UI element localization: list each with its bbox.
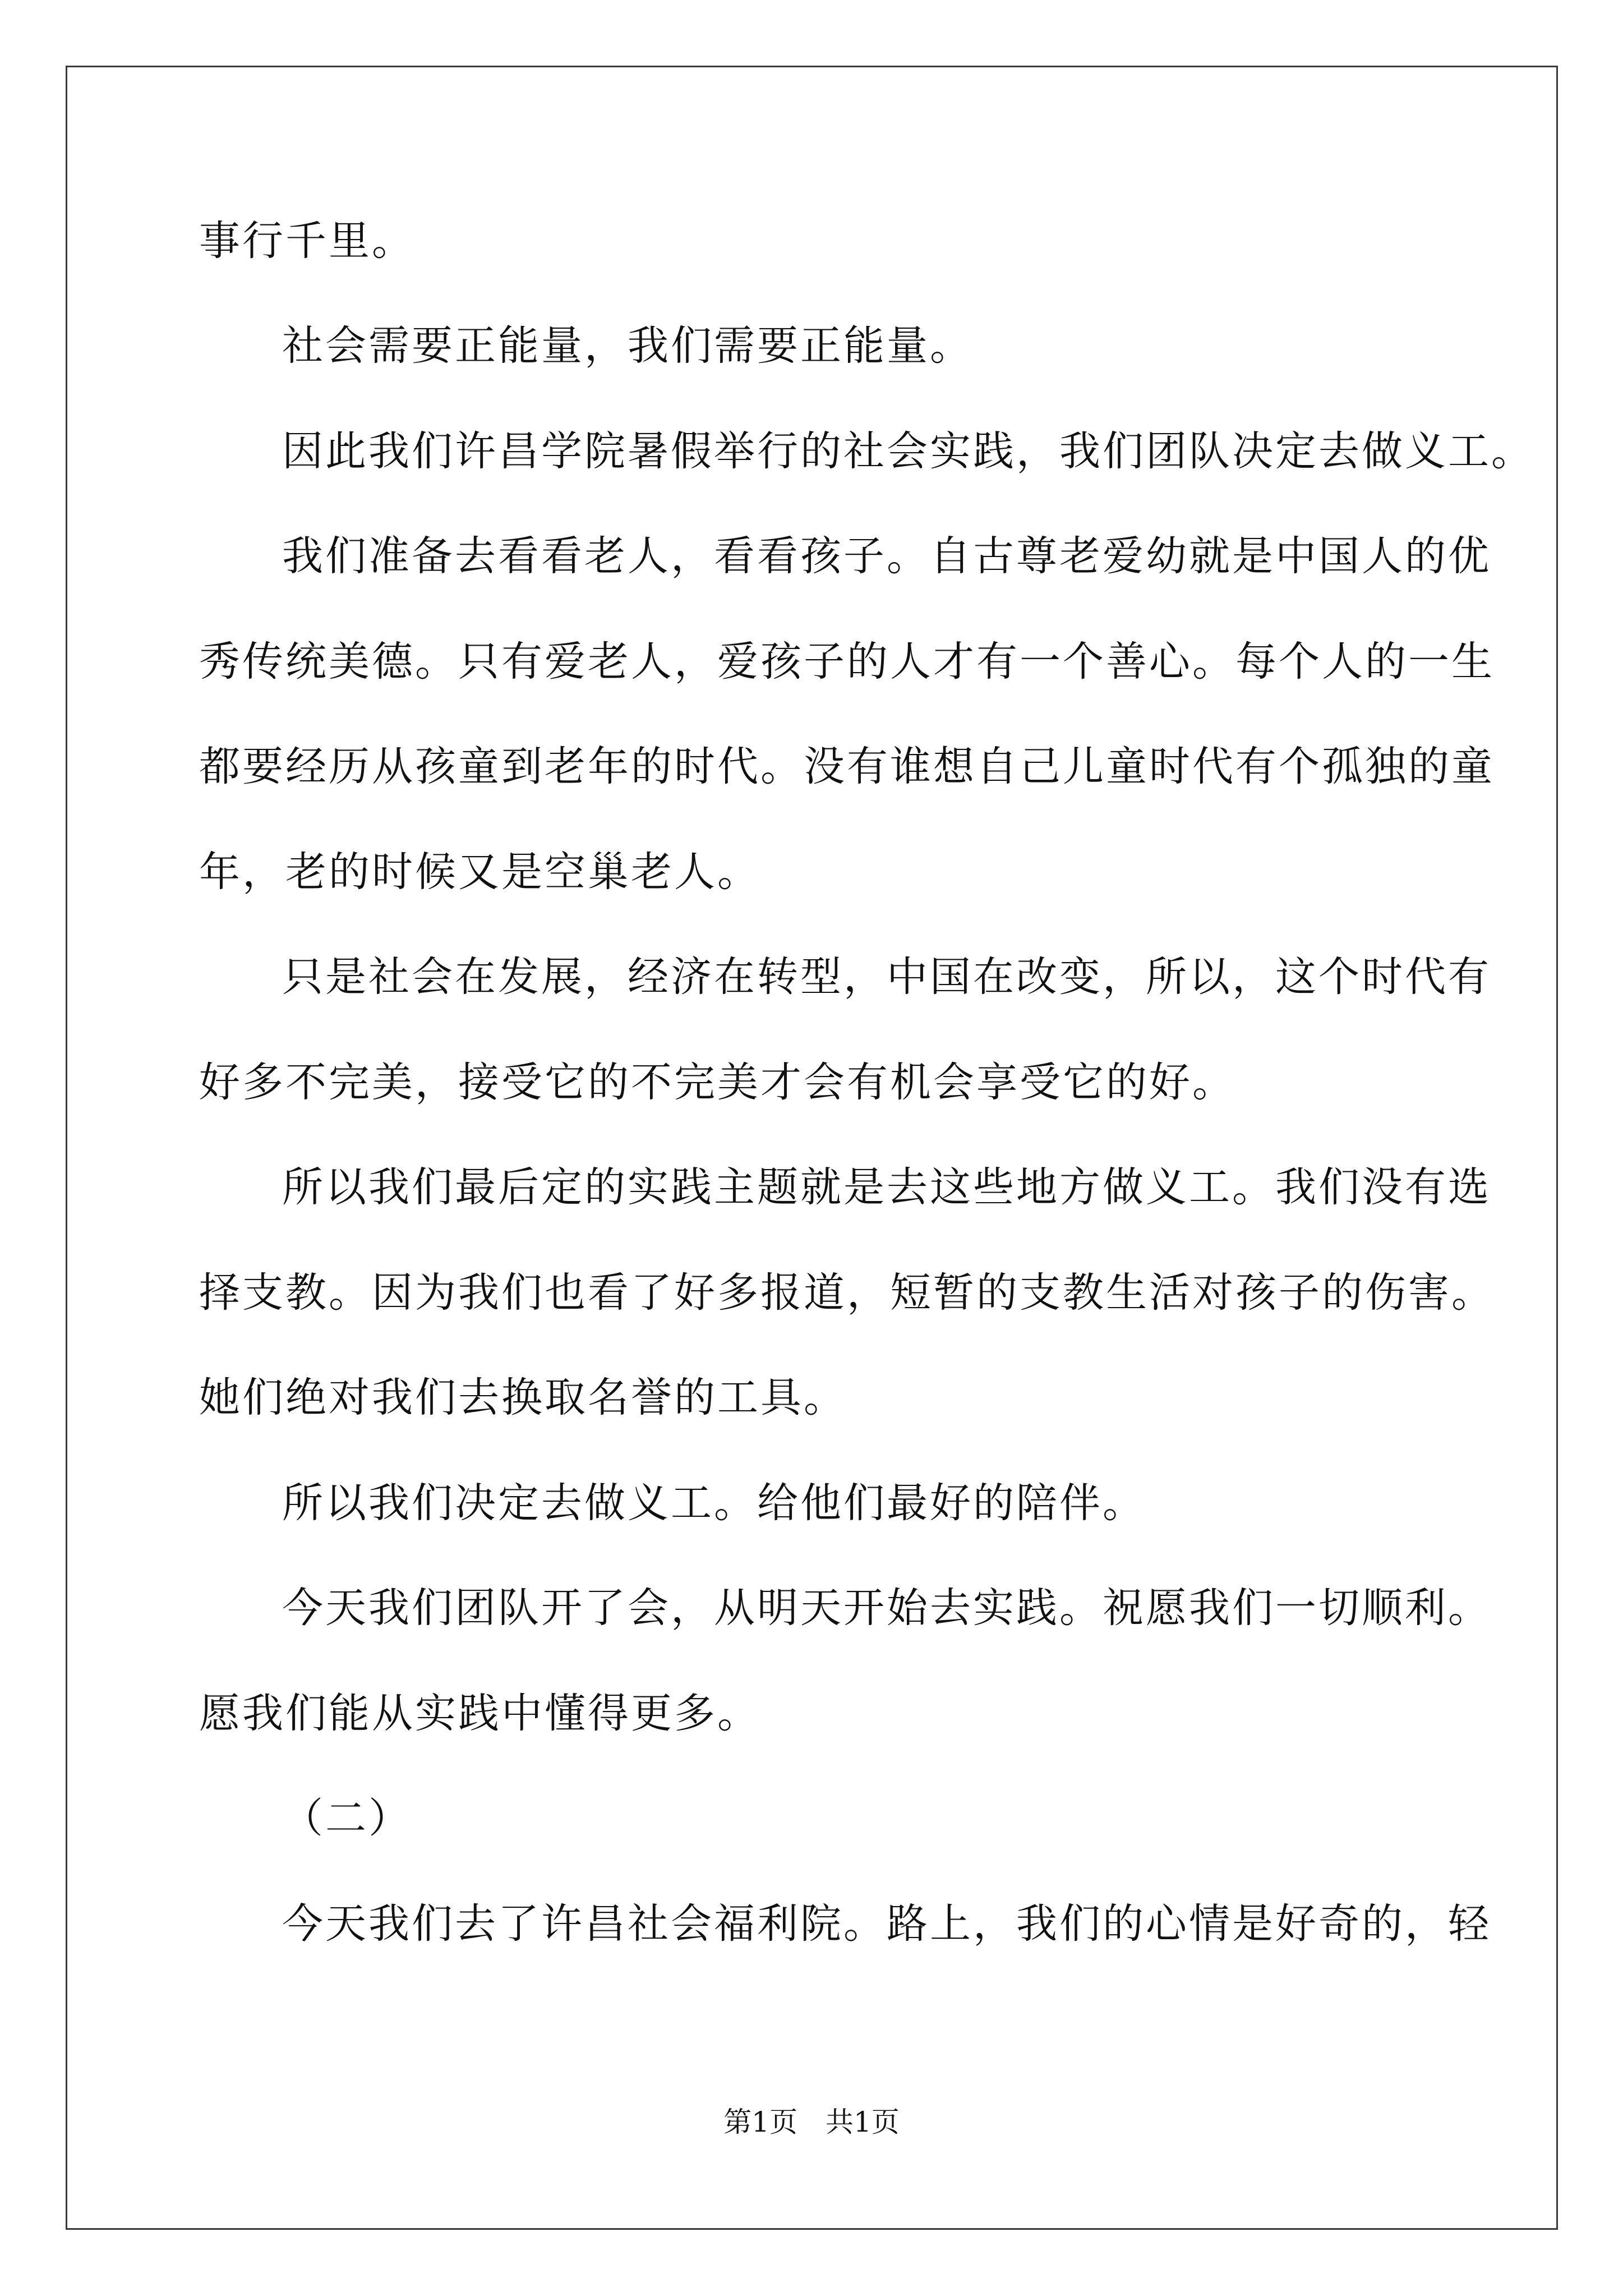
text-line: 所以我们最后定的实践主题就是去这些地方做义工。我们没有选: [282, 1163, 1491, 1211]
text-line: 今天我们去了许昌社会福利院。路上，我们的心情是好奇的，轻: [282, 1900, 1491, 1948]
section-heading: （二）: [282, 1795, 412, 1842]
text-line: 事行千里。: [199, 217, 415, 265]
text-line: 好多不完美，接受它的不完美才会有机会享受它的好。: [199, 1059, 1235, 1106]
page-total: 共1页: [826, 2106, 900, 2138]
text-line: 只是社会在发展，经济在转型，中国在改变，所以，这个时代有: [282, 953, 1491, 1001]
text-line: 择支教。因为我们也看了好多报道，短暂的支教生活对孩子的伤害。: [199, 1269, 1495, 1317]
text-line: 年，老的时候又是空巢老人。: [199, 848, 760, 896]
text-line: 愿我们能从实践中懂得更多。: [199, 1690, 760, 1737]
text-line: 我们准备去看看老人，看看孩子。自古尊老爱幼就是中国人的优: [282, 532, 1491, 580]
text-line: 今天我们团队开了会，从明天开始去实践。祝愿我们一切顺利。: [282, 1584, 1491, 1632]
text-line: 都要经历从孩童到老年的时代。没有谁想自己儿童时代有个孤独的童: [199, 743, 1495, 790]
text-line: 她们绝对我们去换取名誉的工具。: [199, 1374, 847, 1421]
text-line: 所以我们决定去做义工。给他们最好的陪伴。: [282, 1479, 1146, 1527]
page-number: 第1页: [723, 2106, 797, 2138]
page-footer: [0, 2105, 1623, 2139]
text-line: 秀传统美德。只有爱老人，爱孩子的人才有一个善心。每个人的一生: [199, 638, 1495, 685]
text-line: 因此我们许昌学院暑假举行的社会实践，我们团队决定去做义工。: [282, 427, 1534, 475]
text-line: 社会需要正能量，我们需要正能量。: [282, 322, 973, 370]
